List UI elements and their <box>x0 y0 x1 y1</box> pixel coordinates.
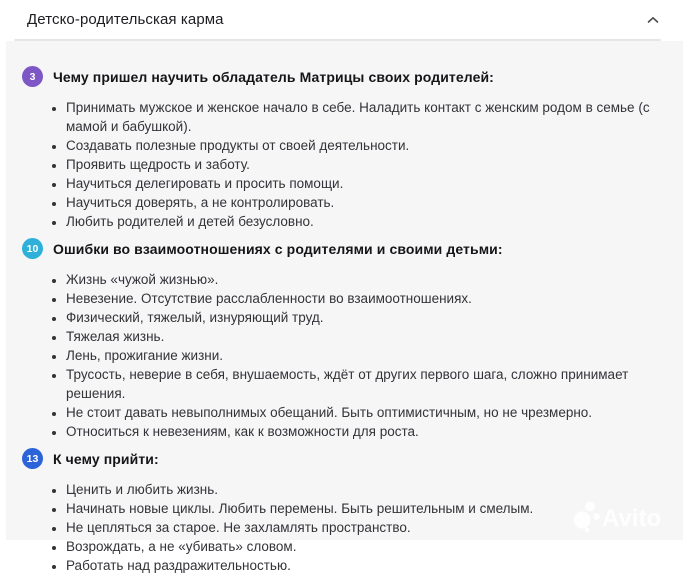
list-item: • Научиться доверять, а не контролировать. <box>66 193 656 212</box>
section-relationship-mistakes <box>6 238 683 441</box>
section-goals <box>6 448 683 575</box>
section-number-badge: 13 <box>22 448 43 469</box>
section-heading: К чему прийти: <box>53 450 159 467</box>
list-item: • Ценить и любить жизнь. <box>66 480 656 499</box>
section-heading: Ошибки во взаимоотношениях с родителями и своими детьми: <box>53 240 503 257</box>
list-item: • Работать над раздражительностью. <box>66 556 656 575</box>
list-item: • Не цепляться за старое. Не захламлять пространство. <box>66 518 656 537</box>
bullet-list <box>50 480 656 575</box>
list-item: • Не стоит давать невыполнимых обещаний. Быть оптимистичным, но не чрезмерно. <box>66 403 656 422</box>
bullet-list <box>50 270 656 441</box>
list-item: • Любить родителей и детей безусловно. <box>66 212 656 231</box>
section-parents-lessons <box>6 66 683 231</box>
list-item: • Физический, тяжелый, изнуряющий труд. <box>66 308 656 327</box>
list-item: • Невезение. Отсутствие расслабленности во взаимоотношениях. <box>66 289 656 308</box>
list-item: • Начинать новые циклы. Любить перемены. Быть решительным и смелым. <box>66 499 656 518</box>
list-item: • Относиться к невезениям, как к возможности для роста. <box>66 422 656 441</box>
section-number-badge: 3 <box>22 66 43 87</box>
page-title: Детско-родительская карма <box>27 11 224 28</box>
section-heading-row <box>6 238 683 259</box>
list-item: • Научиться делегировать и просить помощи. <box>66 174 656 193</box>
list-item: • Создавать полезные продукты от своей деятельности. <box>66 136 656 155</box>
section-number-badge: 10 <box>22 238 43 259</box>
list-item: • Принимать мужское и женское начало в себе. Наладить контакт с женским родом в семье (с мамой и бабушкой). <box>66 98 656 136</box>
list-item: • Возрождать, а не «убивать» словом. <box>66 537 656 556</box>
accordion-header[interactable] <box>0 0 683 39</box>
section-heading-row <box>6 448 683 469</box>
section-heading-row <box>6 66 683 87</box>
content-area <box>6 41 683 573</box>
chevron-up-icon[interactable] <box>643 12 663 28</box>
list-item: • Лень, прожигание жизни. <box>66 346 656 365</box>
section-heading: Чему пришел научить обладатель Матрицы своих родителей: <box>53 68 494 85</box>
bullet-list <box>50 98 656 231</box>
list-item: • Тяжелая жизнь. <box>66 327 656 346</box>
list-item: • Трусость, неверие в себя, внушаемость, ждёт от других первого шага, сложно принимает решения. <box>66 365 656 403</box>
list-item: • Проявить щедрость и заботу. <box>66 155 656 174</box>
avito-watermark-text: Avito <box>602 505 662 532</box>
list-item: • Жизнь «чужой жизнью». <box>66 270 656 289</box>
